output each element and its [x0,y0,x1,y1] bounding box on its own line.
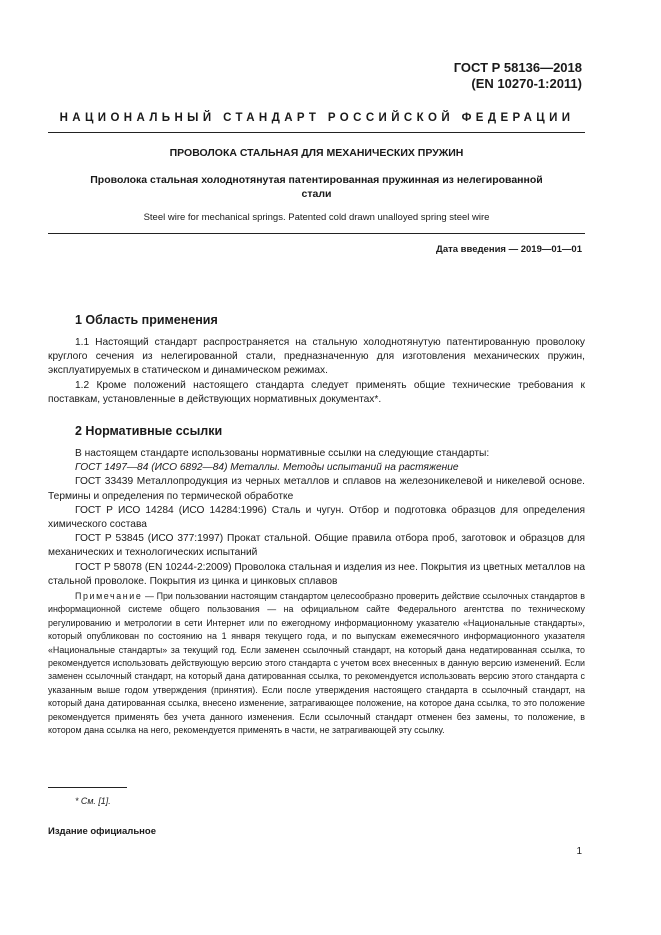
document-title-english: Steel wire for mechanical springs. Patented cold drawn unalloyed spring steel wire [143,212,490,223]
note-paragraph [48,590,585,737]
title-divider [48,233,585,234]
note-text: — При пользовании настоящим стандартом целесообразно проверить действие ссылочных стандартов в информационной системе общего пользования — на официальном сайте Федерального агентства по техническому регулированию и метрологии в сети Интернет или по ежегодному информационному указателю «Национальные стандарты», который опубликован по состоянию на 1 января текущего года, и по выпускам ежемесячного информационного указателя «Национальные стандарты» за текущий год. Если заменен ссылочный стандарт, на который дана недатированная ссылка, то рекомендуется использовать действующую версию этого стандарта с учетом всех внесенных в данную версию изменений. Если заменен ссылочный стандарт, на который дана датированная ссылка, то рекомендуется использовать версию этого стандарта с указанным выше годом утверждения (принятия). Если после утверждения настоящего стандарта в ссылочный стандарт, на который дана датированная ссылка, внесено изменение, затрагивающее положение, на которое дана ссылка, то это положение рекомендуется применять без учета данного изменения. Если ссылочный стандарт отменен без замены, то положение, в котором дана ссылка на него, рекомендуется применять в части, не затрагивающей эту ссылку. [48,591,585,736]
page-number: 1 [576,846,582,857]
reference-item: ГОСТ Р 58078 (EN 10244-2:2009) Проволока стальная и изделия из нее. Покрытия из цветных металлов на стальной проволоке. Покрытия из цинка и цинковых сплавов [48,561,585,587]
footnote-divider [48,787,127,788]
section-1-body [48,336,585,407]
reference-item: ГОСТ 33439 Металлопродукция из черных металлов и сплавов на железоникелевой и никелевой основе. Термины и определения по термической обработке [48,476,585,502]
section-1-paragraph-2: 1.2 Кроме положений настоящего стандарта следует применять общие технические требования к поставкам, установленные в действующих нормативных документах*. [48,379,585,405]
reference-item: ГОСТ 1497—84 (ИСО 6892—84) Металлы. Методы испытаний на растяжение [75,462,459,474]
reference-item: ГОСТ Р ИСО 14284 (ИСО 14284:1996) Сталь и чугун. Отбор и подготовка образцов для определения химического состава [48,504,585,531]
document-subtitle: Проволока стальная холоднотянутая патентированная пружинная из нелегированной стали [90,174,543,200]
header-divider [48,132,585,133]
note-label: Примечание [75,591,143,601]
section-2-intro: В настоящем стандарте использованы нормативные ссылки на следующие стандарты: [75,448,490,459]
footnote: * См. [1]. [75,796,111,806]
national-standard-heading: НАЦИОНАЛЬНЫЙ СТАНДАРТ РОССИЙСКОЙ ФЕДЕРАЦИИ [59,112,575,124]
section-2-heading: 2 Нормативные ссылки [75,424,223,438]
section-1-heading: 1 Область применения [75,313,218,327]
document-title: ПРОВОЛОКА СТАЛЬНАЯ ДЛЯ МЕХАНИЧЕСКИХ ПРУЖИН [169,147,464,159]
reference-item: ГОСТ Р 53845 (ИСО 377:1997) Прокат стальной. Общие правила отбора проб, заготовок и образцов для механических и технологических испытаний [48,533,585,559]
note-block [48,590,585,737]
standard-code: ГОСТ Р 58136—2018 [453,60,582,75]
official-edition-label: Издание официальное [48,826,156,837]
introduction-date: Дата введения — 2019—01—01 [436,244,582,255]
section-2-body [48,447,585,589]
section-1-paragraph-1: 1.1 Настоящий стандарт распространяется на стальную холоднотянутую патентированную проволоку круглого сечения из нелегированной стали, предназначенную для изготовления механических пружин, эксплуатируемых в статическом и динамическом режимах. [48,337,585,377]
standard-code-en: (EN 10270-1:2011) [471,76,582,91]
